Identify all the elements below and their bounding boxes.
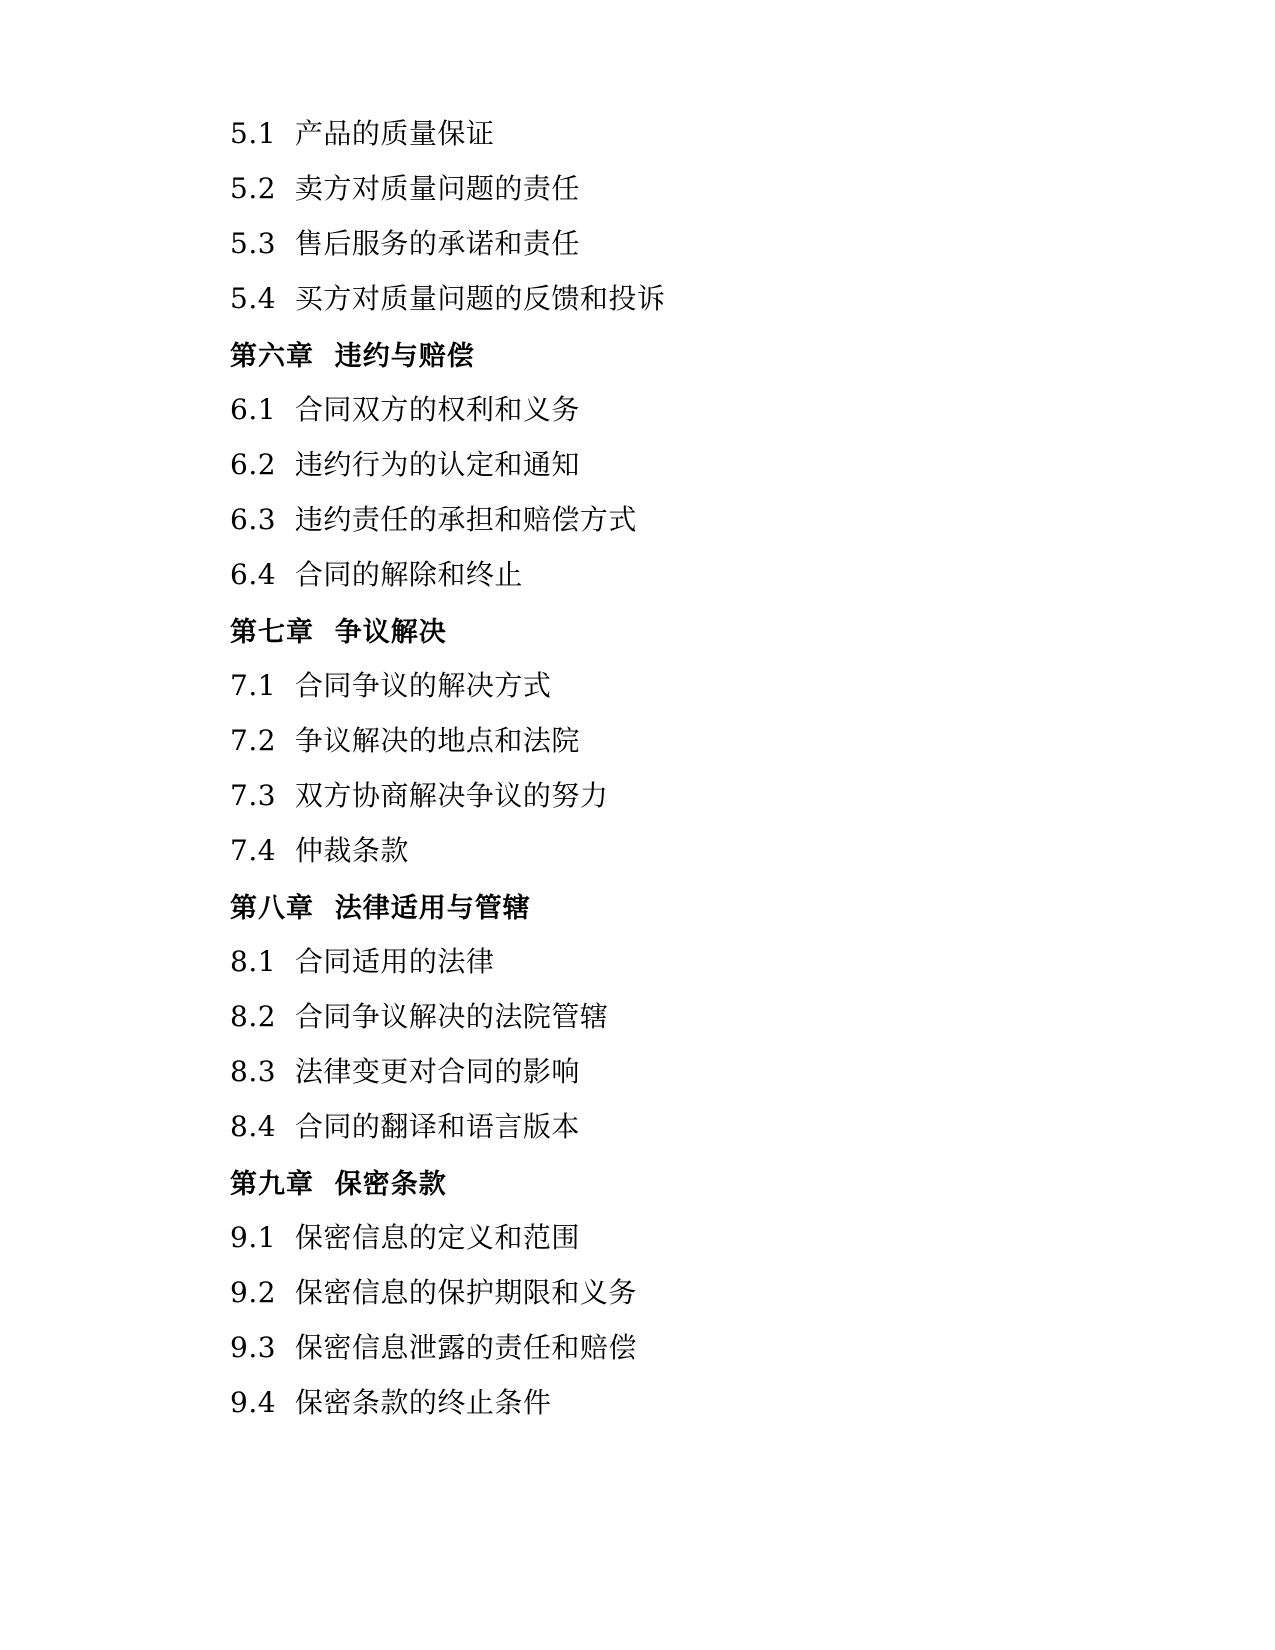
- toc-entry: 8.3 法律变更对合同的影响: [230, 1055, 580, 1088]
- toc-entry: 9.3 保密信息泄露的责任和赔偿: [230, 1331, 637, 1364]
- toc-entry: 9.2 保密信息的保护期限和义务: [230, 1276, 637, 1309]
- toc-entry: 8.4 合同的翻译和语言版本: [230, 1110, 580, 1143]
- toc-entry: 5.2 卖方对质量问题的责任: [230, 172, 580, 205]
- toc-entry: 7.2 争议解决的地点和法院: [230, 724, 580, 757]
- toc-entry: 5.1 产品的质量保证: [230, 117, 495, 150]
- table-of-contents: [230, 117, 1125, 1419]
- toc-entry: 9.4 保密条款的终止条件: [230, 1386, 552, 1419]
- toc-entry: 7.1 合同争议的解决方式: [230, 669, 552, 702]
- toc-entry: 8.2 合同争议解决的法院管辖: [230, 1000, 609, 1033]
- toc-entry: 9.1 保密信息的定义和范围: [230, 1221, 580, 1254]
- toc-entry: 7.4 仲裁条款: [230, 834, 409, 867]
- chapter-heading: 第六章 违约与赔偿: [230, 341, 475, 372]
- chapter-heading: 第九章 保密条款: [230, 1169, 447, 1200]
- toc-entry: 8.1 合同适用的法律: [230, 945, 495, 978]
- toc-entry: 6.3 违约责任的承担和赔偿方式: [230, 503, 637, 536]
- chapter-heading: 第八章 法律适用与管辖: [230, 893, 531, 924]
- toc-entry: 6.2 违约行为的认定和通知: [230, 448, 580, 481]
- toc-entry: 6.4 合同的解除和终止: [230, 558, 523, 591]
- toc-entry: 6.1 合同双方的权利和义务: [230, 393, 580, 426]
- toc-entry: 7.3 双方协商解决争议的努力: [230, 779, 609, 812]
- toc-entry: 5.4 买方对质量问题的反馈和投诉: [230, 282, 666, 315]
- chapter-heading: 第七章 争议解决: [230, 617, 447, 648]
- toc-entry: 5.3 售后服务的承诺和责任: [230, 227, 580, 260]
